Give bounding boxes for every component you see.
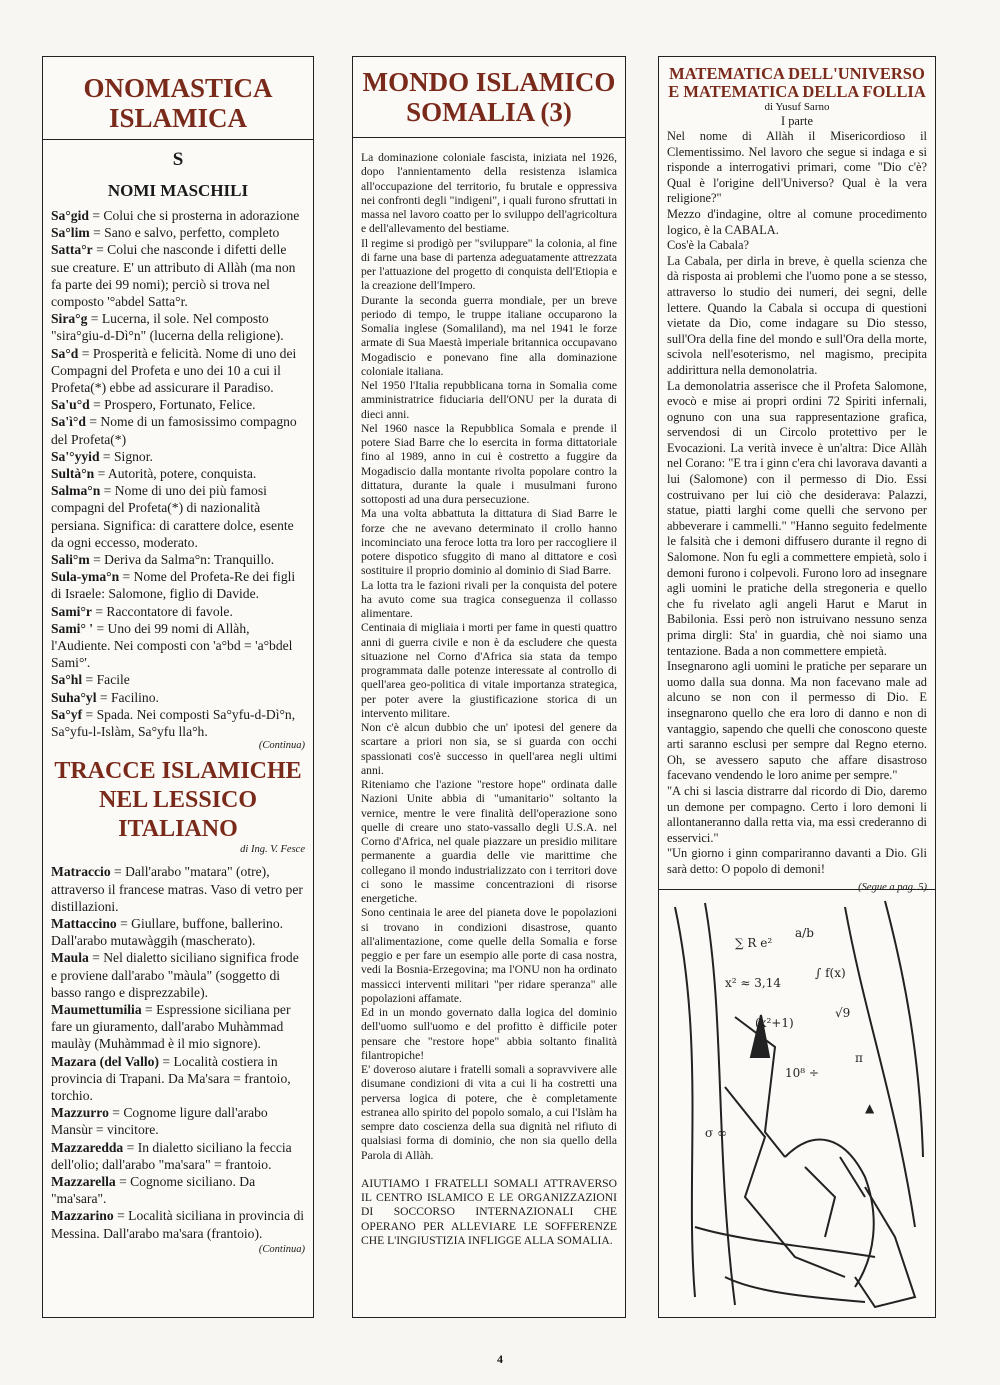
entry-term: Mattaccino xyxy=(51,915,117,931)
paragraph: Nel nome di Allàh il Misericordioso il Clementissimo. Nel lavoro che segue si indaga e si risponde a interrogativi primari, come "Dio c'è? Qual è l'origine dell'Universo? Qual è la vera religione?" xyxy=(667,129,927,206)
entry xyxy=(51,413,305,447)
entry xyxy=(51,241,305,310)
entry xyxy=(51,863,305,915)
entry-definition: = Facile xyxy=(82,672,130,688)
entry xyxy=(51,465,305,482)
paragraph: Il regime si prodigò per "sviluppare" la colonia, al fine di farne una base di partenza adeguatamente attrezzata per l'attuazione del progetto di conquista dell'Etiopia e la creazione dell'Impero. xyxy=(361,236,617,293)
entry-definition: = Cognome ligure dall'arabo Mansùr = vincitore. xyxy=(51,1105,268,1138)
paragraph: La Cabala, per dirla in breve, è quella scienza che dà risposta ai problemi che l'uomo pone a se stesso, attraverso lo studio dei numeri, dei segni, delle lettere. Quando la Cabala si occupa di questioni vietate da Dio, come indagare su Dio stesso, sull'Ora della fine del mondo e sull'Ora della morte, scivola nell'esoterismo, nel magismo, precipita addirittura nella demonolatria. xyxy=(667,253,927,377)
entry-definition: = Nel dialetto siciliano significa frode e proviene dall'arabo "màula" (soggetto di basso rango e disprezzabile). xyxy=(51,950,299,1000)
entry xyxy=(51,568,305,602)
svg-text:π: π xyxy=(855,1051,863,1065)
title-divider xyxy=(43,139,313,140)
svg-text:∫ f(x): ∫ f(x) xyxy=(815,966,846,980)
entry-definition: = Nome di un famosissimo compagno del Profeta(*) xyxy=(51,414,297,447)
illustration-wizard xyxy=(665,897,929,1311)
entry-definition: = Giullare, buffone, ballerino. Dall'arabo mutawàggih (mascherato). xyxy=(51,915,284,949)
svg-text:∑ R e²: ∑ R e² xyxy=(735,936,773,950)
entry xyxy=(51,224,305,241)
svg-text:(x²+1): (x²+1) xyxy=(755,1016,794,1030)
entry-definition: = Spada. Nei composti Sa°yfu-d-Dì°n, Sa°yfu-l-Islàm, Sa°yfu lla°h. xyxy=(51,706,296,740)
paragraph: Nel 1960 nasce la Repubblica Somala e prende il potere Siad Barre che lo esercita in forma dittatoriale fino al 1989, anno in cui è costretto a fuggire da Mogadiscio dalla montante rivolta popolare contro la dittatura, durante la quale i musulmani furono sottoposti ad una dura persecuzione. xyxy=(361,421,617,506)
entry-definition: = Colui che nasconde i difetti delle sue creature. E' un attributo di Allàh (ma non fa parte dei 99 nomi); perciò si trova nel composto '°abdel Satta°r. xyxy=(51,242,296,310)
entry xyxy=(51,482,305,551)
entry-term: Mazzarella xyxy=(51,1173,116,1189)
entry xyxy=(51,620,305,672)
entry xyxy=(51,345,305,397)
entry-definition: = Facilino. xyxy=(96,689,159,705)
entry-definition: = Sano e salvo, perfetto, completo xyxy=(89,225,280,241)
entry-definition: = Nome di uno dei più famosi compagni del Profeta(*) di nazionalità persiana. Significa: di carattere dolce, esente da ogni eccesso, moderato. xyxy=(51,483,294,550)
part-label: I parte xyxy=(781,114,813,128)
paragraph: Non c'è alcun dubbio che un' ipotesi del genere da scartare a priori non sia, se si guarda con occhi spassionati cos'è successo in quell'area negli ultimi anni. xyxy=(361,721,617,777)
paragraph: Sono centinaia le aree del pianeta dove le popolazioni si trovano in condizioni disastrose, quanto all'alimentazione, come quelle della Somalia e forse peggio e per fare un esempio alle porte di casa nostra, vedi la Bosnia-Erzegovina; ma l'ONU non ha ordinato massicci interventi militari "per ridare speranza" alle popolazioni affamate. xyxy=(361,906,617,1005)
entry xyxy=(51,603,305,620)
entry-definition: = Località costiera in provincia di Trapani. Da Ma'sara = frantoio, torchio. xyxy=(51,1053,291,1103)
entry xyxy=(51,396,305,413)
paragraph: "A chi si lascia distrarre dal ricordo di Dio, daremo un demone per compagno. Certo i loro demoni li allontaneranno dalla retta via, ma essi crederanno di esservici." xyxy=(667,783,927,845)
entry-term: Sa'ì°d xyxy=(51,414,86,430)
entry-definition: = Colui che si prosterna in adorazione xyxy=(88,208,300,223)
entry-definition: = Nome del Profeta-Re dei figli di Israele: Salomone, figlio di Davide. xyxy=(51,569,296,602)
entry-term: Salma°n xyxy=(51,483,101,499)
byline-fesce: di Ing. V. Fesce xyxy=(240,844,305,856)
paragraph: Riteniamo che l'azione "restore hope" ordinata dalle Nazioni Unite abbia di "umanitario" soltanto la vernice, mentre le vere finalità dell'operazione sono quelle di creare uno stato-vassallo degli U.S.A. nel Corno d'Africa, nel quale piazzare un presidio militare permanente a guardia delle vie marittime che collegano il mondo industrializzato con i territori dove ci sono le massime concentrazioni di risorse energetiche. xyxy=(361,778,617,905)
entry-term: Sultà°n xyxy=(51,466,95,482)
entry-term: Mazzarino xyxy=(51,1208,114,1224)
paragraph: La dominazione coloniale fascista, iniziata nel 1926, dopo l'annientamento della resistenza islamica all'occupazione del territorio, fu brutale e oppressiva nei confronti degli "indigeni", i quali furono sfruttati in massa nel lavoro coatto per lo sviluppo dell'agricoltura e dell'allevamento del bestiame. xyxy=(361,151,617,236)
title-tracce: TRACCE ISLAMICHE NEL LESSICO ITALIANO xyxy=(54,758,302,843)
entry-definition: = Espressione siciliana per fare un giuramento, dall'arabo Muhàmmad maulày (Muhàmmad è il mio signore). xyxy=(51,1001,291,1052)
paragraph: "Un giorno i ginn compariranno davanti a Dio. Gli sarà detto: O popolo di demoni! xyxy=(667,846,927,876)
page-number: 4 xyxy=(497,1352,503,1366)
entry xyxy=(51,671,305,688)
title-matematica: MATEMATICA DELL'UNIVERSO E MATEMATICA DELLA FOLLIA xyxy=(668,64,926,101)
paragraph: Ma una volta abbattuta la dittatura di Siad Barre le forze che ne avevano determinato il crollo hanno incominciato una feroce lotta tra loro per raccogliere il potere dispotico sfuggito di mano al dittatore e così sostituire il proprio dominio al dominio di Siad Barre. xyxy=(361,507,617,578)
entry-definition: = In dialetto siciliano la feccia dell'olio; dall'arabo "ma'sara" = frantoio. xyxy=(51,1139,292,1172)
entry-term: Sula-yma°n xyxy=(51,569,120,585)
paragraph: Durante la seconda guerra mondiale, per un breve periodo di tempo, le truppe italiane occuparono la Somalia inglese (Somaliland), ma nel 1941 le forze armate di Sua Maestà imperiale britannica occupavano Mogadiscio e ponevano fine alla dominazione coloniale italiana. xyxy=(361,293,617,378)
entry-definition: = Prosperità e felicità. Nome di uno dei Compagni del Profeta e uno dei 10 a cui il Profeta(*) ebbe ad assicurare il Paradiso. xyxy=(51,345,297,396)
column-somalia xyxy=(352,56,626,1318)
paragraph: Insegnarono agli uomini le pratiche per separare un uomo dalla sua donna. Ma non facevano male ad alcuno se non con il permesso di Dio. E insegnarono quello che era loro di danno e non di vantaggio, sapendo che quelli che conoscono queste arti saranno esclusi per sempre dal Regno eterno. Oh, se avessero saputo che affare disastroso facevano vendendo le loro anime per sempre." xyxy=(667,659,927,783)
entry-term: Mazzurro xyxy=(51,1105,109,1121)
svg-text:▲: ▲ xyxy=(865,1101,875,1115)
continua-note: (Continua) xyxy=(258,740,305,752)
entry-term: Sami°r xyxy=(51,603,92,619)
byline-sarno: di Yusuf Sarno xyxy=(764,101,830,113)
article-body-3 xyxy=(667,129,927,878)
paragraph: Ed in un mondo governato dalla logica del dominio dell'uomo sull'uomo e del profitto è difficile poter pensare che "restore hope" abbia soltanto finalità filantropiche! xyxy=(361,1006,617,1062)
entry-term: Sa°gid xyxy=(51,208,89,223)
section-heading: NOMI MASCHILI xyxy=(107,181,249,200)
column-onomastica xyxy=(42,56,314,1318)
entry-term: Sali°m xyxy=(51,552,90,568)
entry xyxy=(51,949,305,1001)
entry-term: Sa'u°d xyxy=(51,397,90,413)
entry-term: Sa°yf xyxy=(51,706,83,722)
entry-definition: = Dall'arabo "matara" (otre), attraverso il francese matras. Vaso di vetro per distillazioni. xyxy=(51,864,303,914)
entry-term: Sami° ' xyxy=(51,620,94,636)
paragraph: La demonolatria asserisce che il Profeta Salomone, evocò e mise ai propri ordini 72 Spiriti infernali, ognuno con una sua rappresentazione grafica, servendosi di un Circolo protettivo per le Evocazioni. La verità invece è un'altra: Dice Allàh nel Corano: "E tra i ginn c'era chi lavorava davanti a lui (Salomone) con il permesso di Dio. Essi costruivano per lui ciò che desiderava: Palazzi, statue, piatti larghi come quelli che servono per abbeverare i cammelli." "Hanno seguito fedelmente le falsità che i demoni diffusero durante il regno di Salomone. Non fu egli a commettere empietà, solo i demoni furono i colpevoli. Furono loro ad insegnare agli uomini le pratiche della stregoneria e quello che fu rivelato agli angeli Harut e Marut in Babilonia. Essi però non istruivano nessuno senza prima dirgli: Sta' in guardia, chè noi siamo una tentazione. Bada a non commettere empietà. xyxy=(667,378,927,658)
entry xyxy=(51,1001,305,1053)
article-body xyxy=(361,151,617,1163)
paragraph: La lotta tra le fazioni rivali per la conquista del potere ha avuto come sua tragica conseguenza il collasso alimentare. xyxy=(361,578,617,620)
entry-definition: = Lucerna, il sole. Nel composto "sira°giu-d-Dì°n" (lucerna della religione). xyxy=(51,311,284,344)
svg-text:a/b: a/b xyxy=(795,926,814,940)
entry xyxy=(51,706,305,740)
entry xyxy=(51,207,305,224)
paragraph: Nel 1950 l'Italia repubblicana torna in Somalia come amministratrice fiduciaria dell'ONU per la durata di dieci anni. xyxy=(361,379,617,421)
entry-term: Sira°g xyxy=(51,311,88,327)
svg-text:x² ≈ 3,14: x² ≈ 3,14 xyxy=(725,976,781,990)
title-somalia: MONDO ISLAMICO SOMALIA (3) xyxy=(362,67,616,127)
entry xyxy=(51,689,305,706)
entry-definition: = Località siciliana in provincia di Messina. Dall'arabo ma'sara (frantoio). xyxy=(51,1208,305,1241)
entry xyxy=(51,1053,305,1105)
entry-term: Mazzaredda xyxy=(51,1139,124,1155)
entry-definition: = Cognome siciliano. Da "ma'sara". xyxy=(51,1173,256,1207)
entry-definition: = Prospero, Fortunato, Felice. xyxy=(89,397,256,413)
segue-note: (Segue a pag. 5) xyxy=(858,881,927,893)
svg-text:√9: √9 xyxy=(835,1006,851,1020)
letter-heading: S xyxy=(172,149,184,170)
entry-term: Sa'°yyid xyxy=(51,448,100,464)
title-divider xyxy=(353,137,625,138)
entry xyxy=(51,310,305,344)
entry-definition: = Signor. xyxy=(99,448,153,464)
entry xyxy=(51,1207,305,1241)
entry-term: Mazara (del Vallo) xyxy=(51,1053,159,1069)
entry xyxy=(51,1139,305,1173)
column-matematica xyxy=(658,56,936,1318)
paragraph: E' doveroso aiutare i fratelli somali a sopravvivere alle disumane condizioni di vita a cui li ha costretti una perversa logica di potere, che è completamente estranea allo spirito del popolo somalo, a cui l'Islàm ha sempre dato coscienza della sua dignità nel rifiuto di qualsiasi forma di dominio, che non sia quello della Parola di Allàh. xyxy=(361,1063,617,1162)
illustration-divider xyxy=(659,889,935,890)
entry xyxy=(51,1104,305,1138)
continua-note-2: (Continua) xyxy=(258,1243,305,1255)
entry xyxy=(51,448,305,465)
entry-term: Sa°hl xyxy=(51,672,83,688)
entry-term: Maumettumilia xyxy=(51,1001,142,1017)
entry-definition: = Autorità, potere, conquista. xyxy=(94,466,257,482)
entry-definition: = Raccontatore di favole. xyxy=(91,603,233,619)
paragraph: Centinaia di migliaia i morti per fame in questi quattro anni di guerra civile e non è da escludere che questa situazione nel Corno d'Africa sia stata da tempo programmata dalle potenze interessate al controllo di quell'area geo-politica di vitale importanza strategica, per poter avere la giustificazione storica di un intervento militare. xyxy=(361,621,617,720)
entry-term: Sa°lim xyxy=(51,225,90,241)
entry xyxy=(51,551,305,568)
entry-term: Sa°d xyxy=(51,345,79,361)
paragraph: Mezzo d'indagine, oltre al comune procedimento logico, è la CABALA. xyxy=(667,206,927,237)
entry-term: Matraccio xyxy=(51,864,111,880)
appeal-text: AIUTIAMO I FRATELLI SOMALI ATTRAVERSO IL CENTRO ISLAMICO E LE ORGANIZZAZIONI DI SOCCORSO INTERNAZIONALI CHE OPERANO PER ALLEVIARE LE SOFFERENZE CHE L'INGIUSTIZIA INFLIGGE ALLA SOMALIA. xyxy=(361,1176,617,1247)
entries-list xyxy=(51,207,305,740)
entry-term: Maula xyxy=(51,950,89,966)
entry-definition: = Deriva da Salma°n: Tranquillo. xyxy=(89,552,275,568)
paragraph: Cos'è la Cabala? xyxy=(667,238,750,253)
entry-term: Suha°yl xyxy=(51,689,97,705)
entry-definition: = Uno dei 99 nomi di Allàh, l'Audiente. Nei composti con 'a°bd = 'a°bdel Sami°'. xyxy=(51,620,293,671)
svg-text:10⁸ ÷: 10⁸ ÷ xyxy=(785,1066,819,1080)
title-onomastica: ONOMASTICA ISLAMICA xyxy=(83,73,273,133)
entry-term: Satta°r xyxy=(51,242,93,258)
svg-text:σ ∞: σ ∞ xyxy=(705,1126,728,1140)
entry xyxy=(51,1173,305,1207)
entries-list-2 xyxy=(51,863,305,1241)
entry xyxy=(51,915,305,949)
